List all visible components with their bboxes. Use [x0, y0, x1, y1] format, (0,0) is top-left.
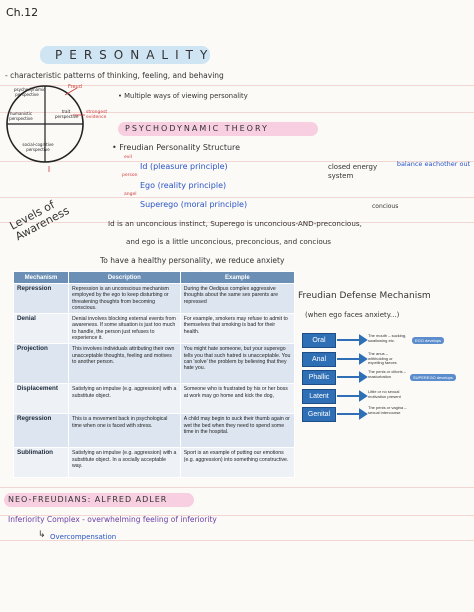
table-row	[14, 448, 295, 478]
header-example: Example	[180, 272, 294, 284]
definition-text: - characteristic patterns of thinking, feeling, and behaving	[5, 71, 224, 80]
mechanism-cell: Regression	[14, 414, 69, 448]
levels-of-awareness: Levels of Awareness	[7, 198, 72, 244]
table-row	[14, 384, 295, 414]
stage-oral: Oral	[302, 333, 336, 348]
example-cell: You might hate someone, but your superego tells you that such hatred is unacceptable. You can 'solve' the problem by believing that they hate you.	[180, 344, 294, 384]
structure-text: • Freudian Personality Structure	[112, 143, 241, 152]
balance-text: balance eachother out	[396, 160, 471, 168]
table-row	[14, 284, 295, 314]
stage-desc: Little or no sexual motivation present	[368, 389, 401, 399]
psychodynamic-title: PSYCHODYNAMIC THEORY	[125, 124, 269, 133]
example-cell: For example, smokers may refuse to admit to themselves that smoking is bad for their health.	[180, 314, 294, 344]
evil-label: evil	[124, 155, 132, 160]
stage-phallic: Phallic	[302, 370, 336, 385]
ego-develops-tag: EGO develops	[412, 337, 444, 344]
stage-desc: The penis or clitoris – masturbation	[368, 369, 407, 379]
defense-subtitle: (when ego faces anxiety...)	[305, 311, 400, 319]
chapter-label: Ch.12	[6, 6, 39, 19]
header-mechanism: Mechanism	[14, 272, 69, 284]
stage-arrows	[336, 333, 368, 423]
mechanism-cell: Denial	[14, 314, 69, 344]
example-cell: Someone who is frustrated by his or her boss at work may go home and kick the dog,	[180, 384, 294, 414]
description-cell: This involves individuals attributing their own unacceptable thoughts, feeling and motives to another person.	[69, 344, 181, 384]
stage-anal: Anal	[302, 352, 336, 367]
multiple-ways-text: • Multiple ways of viewing personality	[118, 92, 248, 100]
mechanism-cell: Displacement	[14, 384, 69, 414]
ruled-line	[0, 487, 474, 488]
table-row	[14, 344, 295, 384]
stage-desc: The penis or vagina – sexual intercourse	[368, 405, 407, 415]
inferiority-complex-text: Inferiority Complex - overwhelming feeling of inferiority	[8, 515, 217, 524]
mechanism-cell: Projection	[14, 344, 69, 384]
ego-line: Ego (reality principle)	[140, 181, 227, 190]
closed-energy-text: closed energy system	[328, 163, 378, 180]
circle-humanistic-label: humanistic perspective	[9, 111, 33, 121]
description-cell: Satisfying an impulse (e.g. aggression) with a substitute object.	[69, 384, 181, 414]
table-row	[14, 414, 295, 448]
circle-strongest-evidence: strongest evidence	[86, 110, 108, 120]
awareness-line-2: and ego is a little unconcious, preconcious, and concious	[126, 237, 332, 246]
example-cell: Sport is an example of putting our emotions (e.g. aggression) into something constructive.	[180, 448, 294, 478]
mechanism-cell: Repression	[14, 284, 69, 314]
neo-freudians-title: NEO-FREUDIANS: ALFRED ADLER	[8, 495, 168, 504]
stage-desc: The mouth – sucking, swallowing etc.	[368, 333, 407, 343]
description-cell: Repression is an unconscious mechanism employed by the ego to keep disturbing or threatening thoughts from becoming conscious.	[69, 284, 181, 314]
description-cell: Denial involves blocking external events from awareness. If some situation is just too much to handle, the person just refuses to experience it.	[69, 314, 181, 344]
angel-label: angel	[124, 192, 137, 197]
page-title: PERSONALITY	[55, 48, 215, 62]
superego-line: Superego (moral principle)	[140, 200, 248, 209]
overcompensation-arrow-icon: ↳	[38, 530, 46, 540]
person-label: person	[122, 173, 138, 178]
stage-desc: The anus – withholding or expelling faeces	[368, 351, 397, 365]
example-cell: A child may begin to suck their thumb again or wet the bed when they need to spend some time in the hospital.	[180, 414, 294, 448]
table-row	[14, 314, 295, 344]
circle-freud-label: Freud	[68, 84, 82, 90]
circle-psychodynamic-label: psychodynamic perspective	[14, 87, 46, 97]
mechanism-cell: Sublimation	[14, 448, 69, 478]
stage-latent: Latent	[302, 389, 336, 404]
stage-genital: Genital	[302, 407, 336, 422]
description-cell: This is a movement back in psychological time when one is faced with stress.	[69, 414, 181, 448]
id-line: Id (pleasure principle)	[140, 162, 228, 171]
circle-trait-label: trait perspective	[55, 109, 79, 119]
awareness-line-1: Id is an unconcious instinct, Superego is unconcious-AND-preconcious,	[108, 219, 362, 228]
defense-title: Freudian Defense Mechanism	[298, 291, 431, 301]
description-cell: Satisfying an impulse (e.g. aggression) with a substitute object. In a socially acceptable way.	[69, 448, 181, 478]
header-description: Description	[69, 272, 181, 284]
conscious-small: concious	[372, 203, 399, 210]
example-cell: During the Oedipus complex aggressive thoughts about the same sex parents are repressed	[180, 284, 294, 314]
healthy-personality-line: To have a healthy personality, we reduce anxiety	[100, 256, 285, 265]
circle-social-cognitive-label: social-cognitive perspective	[22, 142, 54, 152]
defense-mechanism-table	[13, 271, 295, 478]
overcompensation-text: Overcompensation	[50, 533, 117, 541]
superego-develops-tag: SUPEREGO develops	[410, 374, 456, 381]
